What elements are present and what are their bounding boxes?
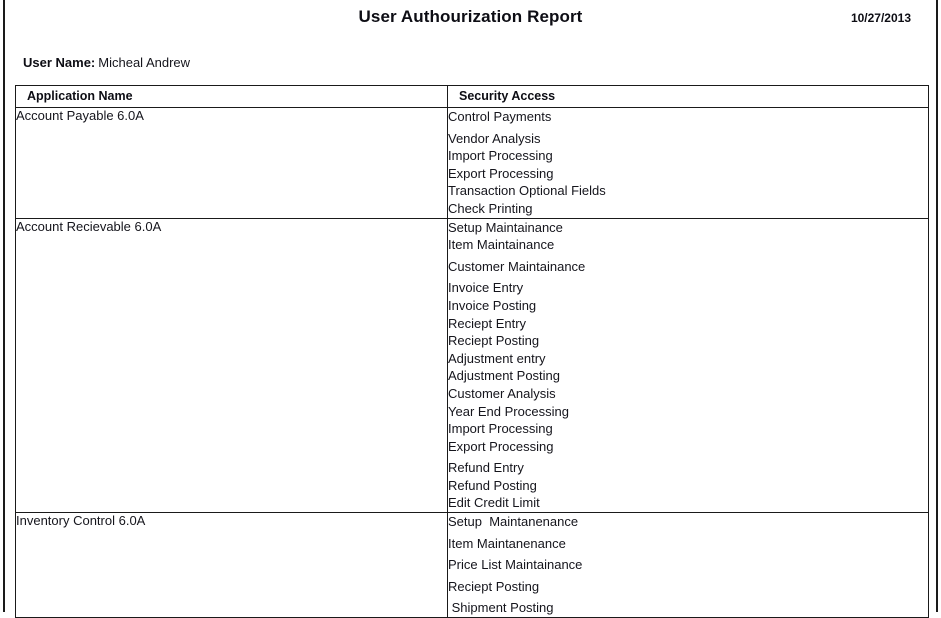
user-name-line (23, 55, 190, 70)
report-header (18, 0, 923, 38)
security-access-item: Export Processing (448, 438, 554, 454)
security-access-item: Adjustment entry (448, 350, 546, 366)
security-access-item: Refund Entry (448, 460, 524, 476)
security-access-list (448, 219, 928, 513)
security-access-item: Invoice Entry (448, 280, 524, 296)
security-access-item: Item Maintainance (448, 237, 555, 253)
table-body (16, 108, 929, 618)
table-row (16, 218, 929, 513)
security-access-item: Refund Posting (448, 477, 537, 493)
security-access-cell (448, 108, 929, 219)
security-access-item: Control Payments (448, 109, 552, 124)
security-access-item: Check Printing (448, 200, 533, 216)
application-name-cell: Inventory Control 6.0A (16, 513, 448, 618)
security-access-item: Reciept Entry (448, 315, 527, 331)
page-title: User Authourization Report (358, 7, 583, 26)
table-header-row (16, 86, 929, 108)
security-access-item: Reciept Posting (448, 333, 540, 349)
user-name-value: Micheal Andrew (98, 55, 191, 70)
security-access-cell (448, 513, 929, 618)
application-name-cell: Account Recievable 6.0A (16, 218, 448, 513)
security-access-list (448, 513, 928, 617)
authorization-table (15, 85, 929, 618)
security-access-item: Item Maintanenance (448, 535, 566, 551)
security-access-item: Transaction Optional Fields (448, 183, 606, 199)
security-access-item: Import Processing (448, 421, 553, 437)
security-access-item: Import Processing (448, 148, 553, 164)
user-name-label: User Name: (23, 55, 96, 70)
application-name-cell: Account Payable 6.0A (16, 108, 448, 219)
security-access-item: Setup Maintanenance (448, 514, 579, 530)
security-access-item: Price List Maintainance (448, 557, 583, 573)
security-access-item: Customer Analysis (448, 385, 556, 401)
security-access-list (448, 108, 928, 218)
security-access-item: Shipment Posting (448, 600, 554, 616)
security-access-item: Invoice Posting (448, 297, 537, 313)
security-access-item: Adjustment Posting (448, 368, 561, 384)
security-access-item: Edit Credit Limit (448, 495, 540, 511)
security-access-item: Reciept Posting (448, 578, 540, 594)
security-access-item: Export Processing (448, 165, 554, 181)
column-header-security-access: Security Access (448, 86, 929, 108)
security-access-item: Vendor Analysis (448, 130, 541, 146)
security-access-item: Year End Processing (448, 403, 569, 419)
security-access-item: Setup Maintainance (448, 219, 563, 235)
table-row (16, 513, 929, 618)
table-row (16, 108, 929, 219)
security-access-cell (448, 218, 929, 513)
report-date: 10/27/2013 (850, 11, 911, 25)
column-header-application-name: Application Name (16, 86, 448, 108)
security-access-item: Customer Maintainance (448, 258, 586, 274)
